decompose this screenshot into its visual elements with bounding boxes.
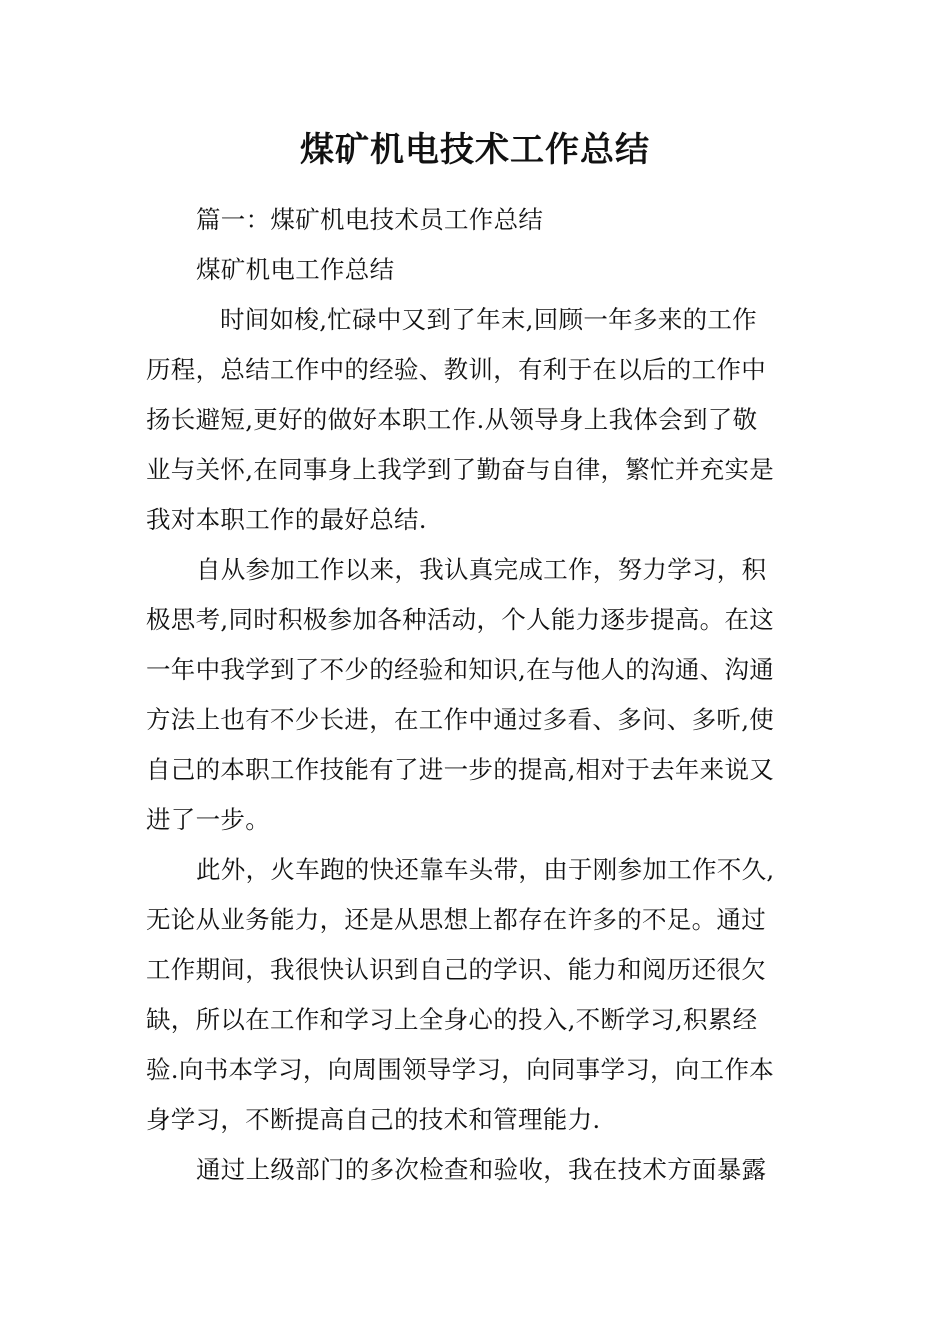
paragraph-line: 时间如梭,忙碌中又到了年末,回顾一年多来的工作: [220, 305, 757, 334]
paragraph-line: 进了一步。: [146, 805, 270, 834]
paragraph-line: 我对本职工作的最好总结.: [146, 505, 427, 534]
paragraph-line: 身学习，不断提高自己的技术和管理能力.: [146, 1105, 601, 1134]
paragraph-line: 此外，火车跑的快还靠车头带，由于刚参加工作不久,: [196, 855, 775, 884]
paragraph-line: 缺，所以在工作和学习上全身心的投入,不断学习,积累经: [146, 1005, 758, 1034]
paragraph-line: 扬长避短,更好的做好本职工作.从领导身上我体会到了敬: [146, 405, 758, 434]
paragraph-line: 自己的本职工作技能有了进一步的提高,相对于去年来说又: [146, 755, 775, 784]
paragraph-line: 自从参加工作以来，我认真完成工作，努力学习，积: [196, 555, 767, 584]
paragraph-line: 通过上级部门的多次检查和验收，我在技术方面暴露: [196, 1155, 767, 1184]
paragraph-line: 无论从业务能力，还是从思想上都存在许多的不足。通过: [146, 905, 766, 934]
subheading: 煤矿机电工作总结: [196, 255, 395, 284]
paragraph-line: 工作期间，我很快认识到自己的学识、能力和阅历还很欠: [146, 955, 766, 984]
paragraph-line: 验.向书本学习，向周围领导学习，向同事学习，向工作本: [146, 1055, 775, 1084]
paragraph-line: 业与关怀,在同事身上我学到了勤奋与自律，繁忙并充实是: [146, 455, 775, 484]
document-title: 煤矿机电技术工作总结: [300, 130, 650, 170]
paragraph-line: 极思考,同时积极参加各种活动，个人能力逐步提高。在这: [146, 605, 775, 634]
paragraph-line: 历程，总结工作中的经验、教训，有利于在以后的工作中: [146, 355, 766, 384]
section-heading: 篇一：煤矿机电技术员工作总结: [196, 205, 544, 234]
paragraph-line: 一年中我学到了不少的经验和知识,在与他人的沟通、沟通: [146, 655, 775, 684]
paragraph-line: 方法上也有不少长进，在工作中通过多看、多问、多听,使: [146, 705, 775, 734]
